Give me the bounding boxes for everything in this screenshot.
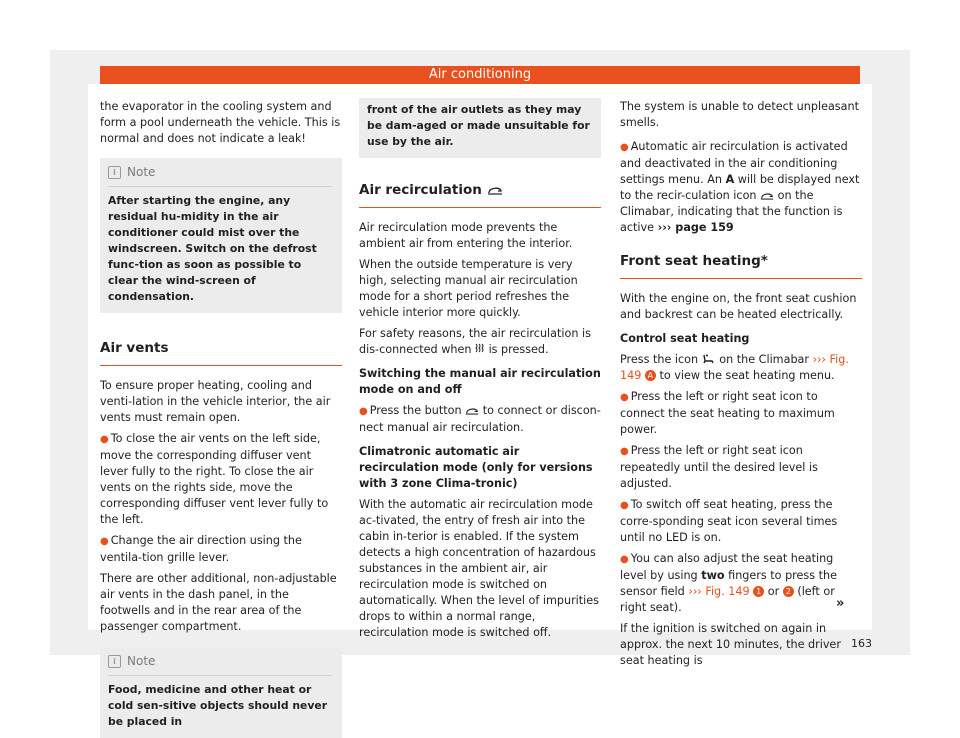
- text: Press the left or right seat icon to connect the seat heating to maximum power.: [620, 390, 835, 436]
- paragraph: There are other additional, non-adjustable air vents in the dash panel, in the footwells and in the rear area of the passenger compartment.: [100, 572, 337, 633]
- paragraph: [620, 352, 862, 384]
- text: to connect or discon-nect manual air recirculation.: [359, 404, 601, 434]
- bullet-icon: ●: [100, 434, 109, 445]
- bullet-item: [620, 443, 862, 492]
- bullet-icon: ●: [359, 406, 368, 417]
- callout-badge: 1: [753, 586, 764, 597]
- column-1: [100, 99, 342, 738]
- info-icon: i: [108, 166, 121, 179]
- text: For safety reasons, the air recirculation is dis-connected when: [359, 327, 591, 356]
- recirculation-icon: [465, 407, 479, 415]
- text: Automatic air recirculation is activated and deactivated in the air conditioning settings menu. An: [620, 140, 848, 186]
- text: Press the button: [369, 404, 462, 417]
- bullet-item: [620, 551, 862, 616]
- note-box: [100, 158, 342, 313]
- paragraph: To ensure proper heating, cooling and venti-lation in the vehicle interior, the air vents must remain open.: [100, 379, 331, 424]
- text: You can also adjust the seat heating level by using: [620, 552, 834, 582]
- bullet-text: Change the air direction using the ventila-tion grille lever.: [100, 534, 302, 564]
- defrost-icon: [475, 343, 485, 354]
- bullet-item: [620, 139, 862, 236]
- paragraph: If the ignition is switched on again in approx. the next 10 minutes, the driver seat heating is: [620, 622, 841, 667]
- paragraph: When the outside temperature is very high, selecting manual air recirculation mode for a short period refreshes the vehicle interior more quickly.: [359, 258, 578, 319]
- text: on the Climabar: [719, 353, 809, 366]
- section-title-air-vents: Air vents: [100, 340, 342, 366]
- figure-reference-link[interactable]: ››› Fig. 149: [620, 353, 849, 382]
- paragraph: Air recirculation mode prevents the ambient air from entering the interior.: [359, 221, 573, 250]
- note-header: [108, 653, 332, 676]
- bullet-icon: ●: [620, 142, 629, 153]
- section-title-air-recirculation: [359, 182, 601, 208]
- note-label: Note: [127, 654, 156, 668]
- bullet-icon: ●: [620, 392, 629, 403]
- recirculation-icon: [487, 186, 503, 195]
- text: fingers to press the sensor field: [620, 569, 837, 598]
- bullet-item: [100, 431, 342, 528]
- emphasis: two: [701, 569, 725, 582]
- info-icon: i: [108, 655, 121, 668]
- note-label: Note: [127, 165, 156, 179]
- recirculation-icon: [760, 192, 774, 200]
- section-title-text: Air recirculation: [359, 182, 482, 198]
- text: to view the seat heating menu.: [659, 369, 835, 382]
- figure-reference-link[interactable]: ››› Fig. 149: [688, 585, 750, 598]
- callout-badge: A: [645, 370, 656, 381]
- paragraph: The system is unable to detect unpleasant smells.: [620, 100, 859, 129]
- text: will be displayed next to the recir-culation icon: [620, 173, 860, 202]
- note-box: [100, 647, 342, 738]
- text: Press the left or right seat icon repeatedly until the desired level is adjusted.: [620, 444, 818, 490]
- note-text: After starting the engine, any residual hu-midity in the air conditioner could mist over the windscreen. Switch on the defrost func-tion as soon as possible to clear the wind-screen of condensation.: [108, 194, 317, 303]
- bullet-item: [100, 533, 342, 566]
- text: Press the icon: [620, 353, 699, 366]
- note-continuation: [359, 98, 601, 158]
- column-2: [359, 98, 601, 646]
- bullet-icon: ●: [620, 554, 629, 565]
- intro-paragraph: the evaporator in the cooling system and form a pool underneath the vehicle. This is normal and does not indicate a leak!: [100, 100, 341, 145]
- page-reference-link[interactable]: ››› page 159: [657, 221, 734, 234]
- text: is pressed.: [488, 343, 549, 356]
- bullet-item: [620, 389, 862, 438]
- bullet-icon: ●: [620, 446, 629, 457]
- page-number: 163: [851, 637, 872, 650]
- paragraph: With the engine on, the front seat cushion and backrest can be heated electrically.: [620, 292, 857, 321]
- callout-badge: 2: [783, 586, 794, 597]
- paragraph: [359, 326, 601, 358]
- subheading: Control seat heating: [620, 332, 750, 345]
- continued-marker: »: [836, 596, 845, 611]
- text: on the Climabar, indicating that the function is active: [620, 189, 843, 234]
- subheading: Climatronic automatic air recirculation mode (only for versions with 3 zone Clima-tronic): [359, 445, 593, 490]
- section-title-front-seat-heating: Front seat heating*: [620, 253, 862, 279]
- text: (left or right seat).: [620, 585, 835, 614]
- page-header: Air conditioning: [100, 66, 860, 84]
- note-text: Food, medicine and other heat or cold sen-sitive objects should never be placed in: [108, 683, 328, 728]
- note-header: [108, 164, 332, 187]
- bullet-icon: ●: [620, 500, 629, 511]
- note-text: front of the air outlets as they may be dam-aged or made unsuitable for use by the air.: [367, 103, 590, 148]
- subheading: Switching the manual air recirculation mode on and off: [359, 367, 601, 396]
- paragraph: With the automatic air recirculation mode ac-tivated, the entry of fresh air into the cabin in-terior is enabled. If the system detects a high concentration of hazardous substances in the ambient air, air recirculation mode is switched on automatically. When the level of impurities drops to within a normal range, recirculation mode is switched off.: [359, 498, 599, 639]
- bullet-item: [359, 403, 601, 436]
- column-3: [620, 99, 862, 674]
- text: or: [767, 585, 780, 598]
- bullet-item: [620, 497, 862, 546]
- seat-heating-icon: [702, 354, 716, 364]
- bullet-text: To close the air vents on the left side, move the corresponding diffuser vent lever fully to the right. To close the air vents on the rights side, move the corresponding diffuser vent lever fully to the left.: [100, 432, 329, 526]
- indicator-letter: A: [725, 173, 735, 186]
- text: To switch off seat heating, press the corre-sponding seat icon several times until no LED is on.: [620, 498, 838, 544]
- bullet-icon: ●: [100, 536, 109, 547]
